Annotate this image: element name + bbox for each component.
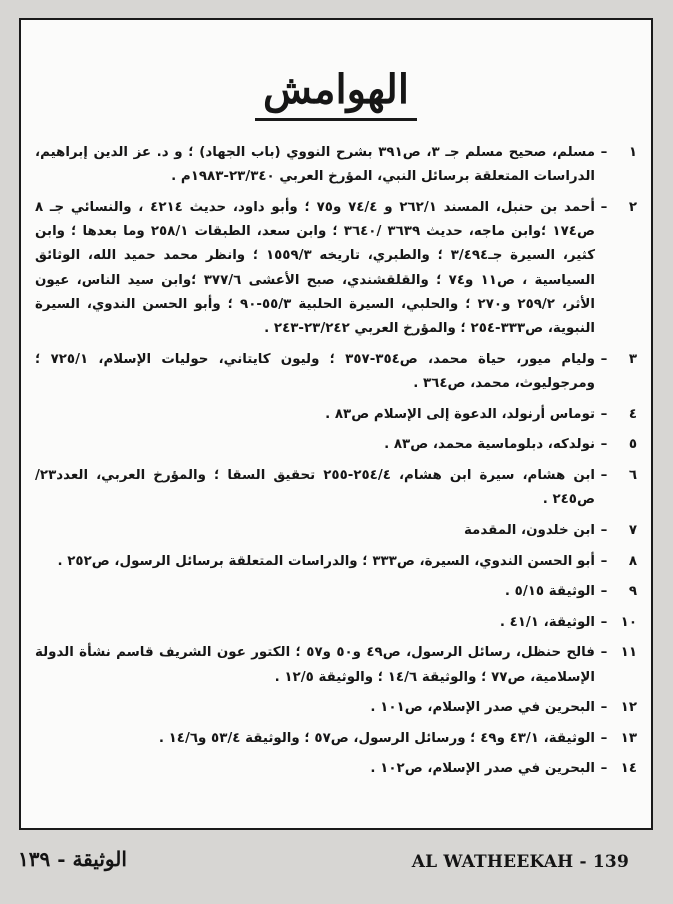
- notes-list: [35, 141, 637, 788]
- footnote-text: توماس أرنولد، الدعوة إلى الإسلام ص٨٣ .: [325, 406, 595, 422]
- footnote-number: ٥: [628, 437, 637, 453]
- page-title: الهوامش: [255, 64, 417, 121]
- footnote: [35, 727, 637, 751]
- footer-arabic: الوثيقة - ١٣٩: [18, 847, 127, 871]
- footnote-dash: –: [600, 199, 608, 215]
- footnote-number: ١١: [620, 645, 637, 661]
- footnote-text: ابن هشام، سيرة ابن هشام، ٢٥٤/٤-٢٥٥ تحقيق السقا ؛ والمؤرخ العربي، العدد٢٣/ص٢٤٥ .: [35, 468, 595, 508]
- footnote-number: ١٤: [620, 761, 637, 777]
- footnote-number: ٧: [628, 522, 637, 538]
- footnote-number: ٦: [628, 468, 637, 484]
- footnote-dash: –: [600, 645, 608, 661]
- footnote: [35, 196, 637, 342]
- footnote: [35, 580, 637, 604]
- footnote: [35, 550, 637, 574]
- footnote-number: ٤: [628, 406, 637, 422]
- footnote: [35, 403, 637, 427]
- footnote-dash: –: [600, 351, 608, 367]
- footnote-number: ١٢: [620, 700, 637, 716]
- footnote-dash: –: [600, 730, 608, 746]
- footnote-dash: –: [600, 614, 608, 630]
- footnote: [35, 464, 637, 513]
- footnote-number: ١٣: [620, 730, 637, 746]
- footnote: [35, 611, 637, 635]
- footnote-number: ٢: [628, 199, 637, 215]
- footnote: [35, 348, 637, 397]
- footnote-text: فالح حنظل، رسائل الرسول، ص٤٩ و٥٠ و٥٧ ؛ الكتور عون الشريف قاسم نشأة الدولة الإسلامية، ص٧٧ ؛ والوثيقة ١٤/٦ ؛ والوثيقة ١٢/٥ .: [35, 645, 595, 685]
- footnote-text: وليام ميور، حياة محمد، ص٣٥٤-٣٥٧ ؛ وليون كايتاني، حوليات الإسلام، ٧٢٥/١ ؛ ومرجوليوث، محمد، ص٣٦٤ .: [35, 351, 595, 392]
- footnote-dash: –: [600, 468, 608, 484]
- footnote-text: البحرين في صدر الإسلام، ص١٠١ .: [370, 700, 595, 716]
- footnote-dash: –: [600, 553, 608, 569]
- footnote-dash: –: [600, 437, 608, 453]
- footnote-number: ٨: [628, 553, 637, 569]
- footnote: [35, 141, 637, 190]
- footnote-text: أحمد بن حنبل، المسند ٢٦٢/١ و ٧٤/٤ و٧٥ ؛ وأبو داود، حديث ٤٢١٤ ، والنسائي جـ ٨ ص١٧٤ ؛وابن ماجه، حديث ٣٦٣٩ /٣٦٤٠ ؛ وابن سعد، الطبقات ٢٥٨/١ وما بعدها ؛ وابن كثير، السيرة جـ٣/٤٩٤ ؛ والطبري، تاريخه ١٥٥٩/٣ ؛ وانظر محمد حميد الله، الوثائق السياسية ، ص١١ و٧٤ ؛ والقلقشندي، صبح الأعشى ٣٧٧/٦ ؛وابن سيد الناس، عيون الأثر، ٢٥٩/٢ و٢٧٠ ؛ والحلبي، السيرة الحلبية ٥٥/٣-٩٠ ؛ وأبو الحسن الندوي، السيرة النبوية، ص٣٣٣-٢٥٤ ؛ والمؤرخ العربي ٢٣/٢٤٢-٢٤٣ .: [35, 199, 595, 337]
- footnote: [35, 757, 637, 781]
- title-wrap: [21, 64, 651, 121]
- page-frame: [19, 18, 653, 830]
- footnote-dash: –: [600, 145, 608, 160]
- footnote-number: ١٠: [620, 614, 637, 630]
- footnote-dash: –: [600, 761, 608, 777]
- footnote-text: الوثيقة، ٤١/١ .: [499, 614, 595, 630]
- footnote: [35, 519, 637, 543]
- footnote-text: نولدكه، دبلوماسية محمد، ص٨٣ .: [384, 437, 595, 453]
- footnote: [35, 696, 637, 720]
- footnote-number: ٣: [628, 351, 637, 367]
- footnote-text: الوثيقة ٥/١٥ .: [504, 584, 595, 600]
- footnote-dash: –: [600, 584, 608, 600]
- footnote-dash: –: [600, 700, 608, 716]
- footnote: [35, 641, 637, 690]
- footnote-text: البحرين في صدر الإسلام، ص١٠٢ .: [370, 761, 595, 777]
- footnote-text: ابن خلدون، المقدمة: [463, 522, 595, 538]
- footnote-dash: –: [600, 406, 608, 422]
- footnote-text: أبو الحسن الندوي، السيرة، ص٣٣٣ ؛ والدراسات المتعلقة برسائل الرسول، ص٢٥٢ .: [57, 553, 595, 569]
- footnote: [35, 433, 637, 457]
- footnote-text: مسلم، صحيح مسلم جـ ٣، ص٣٩١ بشرح النووي (باب الجهاد) ؛ و د. عز الدين إبراهيم، الدراسات المتعلقة برسائل النبي، المؤرخ العربي ٢٣/٣٤٠-١٩٨٣م .: [35, 145, 596, 185]
- footnote-text: الوثيقة، ٤٣/١ و٤٩ ؛ ورسائل الرسول، ص٥٧ ؛ والوثيقة ٥٣/٤ و١٤/٦ .: [158, 730, 595, 746]
- footnote-number: ١: [628, 145, 637, 160]
- footnote-dash: –: [600, 522, 608, 538]
- footnote-number: ٩: [628, 584, 637, 600]
- footer-english: AL WATHEEKAH - 139: [411, 852, 629, 872]
